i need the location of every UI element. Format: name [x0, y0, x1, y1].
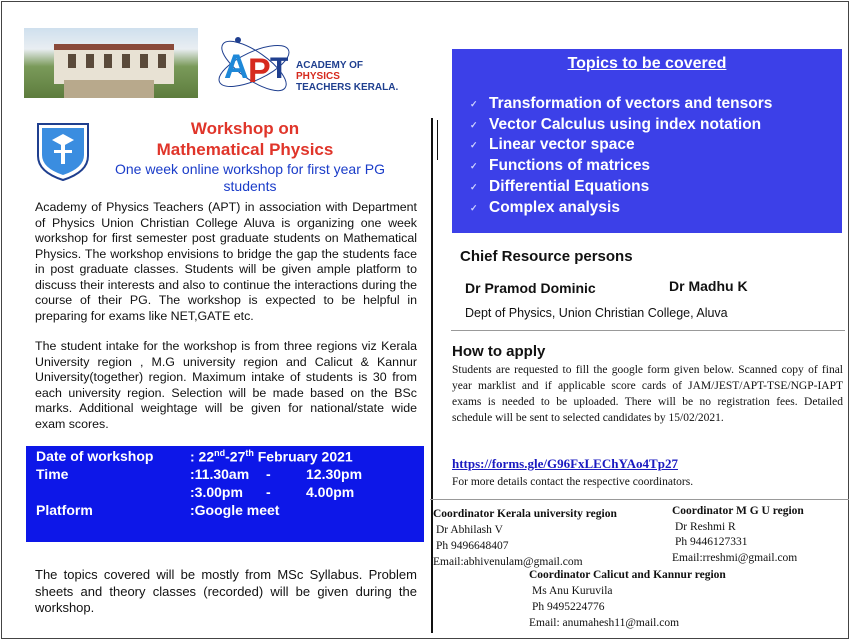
coordinator-divider — [430, 499, 849, 500]
svg-text:A: A — [224, 48, 249, 86]
coordinator-mgu-name: Dr Reshmi R — [675, 520, 736, 533]
topics-heading: Topics to be covered — [567, 55, 727, 72]
apply-more-details: For more details contact the respective coordinators. — [452, 476, 694, 488]
apply-heading: How to apply — [452, 343, 546, 360]
date-month: February 2021 — [253, 448, 353, 465]
coordinator-kerala-phone: Ph 9496648407 — [436, 540, 509, 552]
logo-line3: TEACHERS KERALA. — [296, 82, 399, 93]
topic-item — [470, 94, 772, 115]
resource-affiliation: Dept of Physics, Union Christian College, Aluva — [465, 306, 728, 320]
time-label: Time — [36, 466, 69, 482]
coordinator-kerala — [433, 506, 617, 570]
slot2-end: 4.00pm — [306, 484, 355, 500]
date-end: -27 — [225, 448, 246, 465]
topic-text: Functions of matrices — [489, 157, 651, 175]
coordinator-calicut-phone: Ph 9495224776 — [532, 601, 605, 613]
topic-text: Linear vector space — [489, 136, 635, 154]
slot2-start: :3.00pm — [190, 484, 243, 500]
logo-line1: ACADEMY OF — [296, 60, 364, 71]
slot2-dash: - — [266, 484, 271, 500]
date-label: Date of workshop — [36, 448, 154, 464]
topic-item — [470, 156, 772, 177]
college-seal-icon — [34, 120, 92, 182]
platform-value: :Google meet — [190, 502, 280, 518]
slot1-end: 12.30pm — [306, 466, 363, 482]
workshop-subtitle: One week online workshop for first year PG students — [114, 161, 385, 194]
title-line2: Mathematical Physics — [156, 140, 334, 159]
coordinator-kerala-email: Email:abhivenulam@gmail.com — [433, 556, 583, 568]
coordinator-calicut-name: Ms Anu Kuruvila — [532, 585, 613, 597]
coordinator-mgu-phone: Ph 9446127331 — [675, 536, 748, 548]
coordinator-kerala-title: Coordinator Kerala university region — [433, 508, 617, 520]
coordinator-mgu — [672, 504, 804, 566]
check-icon: ✓ — [470, 140, 478, 151]
slot1-start: :11.30am — [190, 466, 250, 482]
coordinator-calicut — [529, 567, 726, 631]
intake-paragraph: The student intake for the workshop is from three regions viz Kerala University region , M.G university region and Calicut & Kannur University(together) region. Maximum intake of students is 30 from each university region. Selection will be made based on the BSc marks. Additional weightage will be given for national/state wide exam scores. — [35, 339, 417, 431]
topic-item — [470, 135, 772, 156]
closing-paragraph: The topics covered will be mostly from MSc Syllabus. Problem sheets and theory classes (recorded) will be given during the workshop. — [35, 567, 417, 615]
check-icon: ✓ — [470, 161, 478, 172]
date-sup2: th — [245, 448, 254, 458]
coordinator-mgu-title: Coordinator M G U region — [672, 505, 804, 517]
date-start: : 22 — [190, 448, 215, 465]
date-value — [190, 448, 353, 465]
schedule-box — [26, 446, 424, 542]
section-divider — [451, 330, 845, 331]
apply-body: Students are requested to fill the google form given below. Scanned copy of final year marklist and if applicable score cards of JAM/JEST/APT-TSE/NGP-IAPT exams is needed to be uploaded. There will be no registration fees. Detailed schedule will be sent to selected candidates by 15/02/2021. — [452, 364, 843, 424]
apt-logo-text — [296, 60, 398, 93]
coordinator-kerala-name: Dr Abhilash V — [436, 524, 503, 536]
google-form-link[interactable]: https://forms.gle/G96FxLEChYAo4Tp27 — [452, 456, 678, 471]
check-icon: ✓ — [470, 99, 478, 109]
topic-text: Transformation of vectors and tensors — [489, 95, 773, 112]
topics-list — [470, 94, 772, 218]
workshop-title — [120, 118, 370, 160]
svg-text:T: T — [270, 52, 289, 85]
coordinator-calicut-email: Email: anumahesh11@mail.com — [529, 617, 680, 629]
slot1-dash: - — [266, 466, 271, 482]
topic-item — [470, 198, 772, 219]
resource-heading: Chief Resource persons — [460, 248, 633, 265]
column-divider-accent — [437, 120, 438, 160]
coordinator-mgu-email: Email:rreshmi@gmail.com — [672, 551, 798, 564]
topic-text: Differential Equations — [489, 177, 650, 195]
svg-text:P: P — [248, 52, 271, 90]
topic-text: Complex analysis — [489, 198, 620, 216]
check-icon: ✓ — [470, 181, 478, 192]
topic-text: Vector Calculus using index notation — [489, 115, 762, 133]
coordinator-calicut-title: Coordinator Calicut and Kannur region — [529, 569, 726, 581]
check-icon: ✓ — [470, 202, 478, 213]
check-icon: ✓ — [470, 119, 478, 130]
intro-paragraph: Academy of Physics Teachers (APT) in association with Department of Physics Union Christian College Aluva is organizing one week workshop for first semester post graduate students on Mathematical Physics. The workshop envisions to bridge the gap the students face in post graduate classes. Students will be given ample platform to discuss their interests and also to continue the interactions during the course of their PG. The workshop is expected to be helpful in preparing for exams like NET,GATE etc. — [35, 200, 417, 323]
apt-atom-logo-icon — [214, 30, 300, 100]
logo-line2: PHYSICS — [296, 71, 340, 82]
topic-item — [470, 177, 772, 198]
resource-person-2: Dr Madhu K — [669, 278, 748, 294]
platform-label: Platform — [36, 502, 93, 518]
resource-person-1: Dr Pramod Dominic — [465, 280, 596, 296]
college-building-photo — [24, 28, 198, 98]
topic-item — [470, 115, 772, 136]
topics-box — [452, 49, 842, 233]
title-line1: Workshop on — [190, 119, 300, 138]
date-sup1: nd — [214, 448, 226, 458]
